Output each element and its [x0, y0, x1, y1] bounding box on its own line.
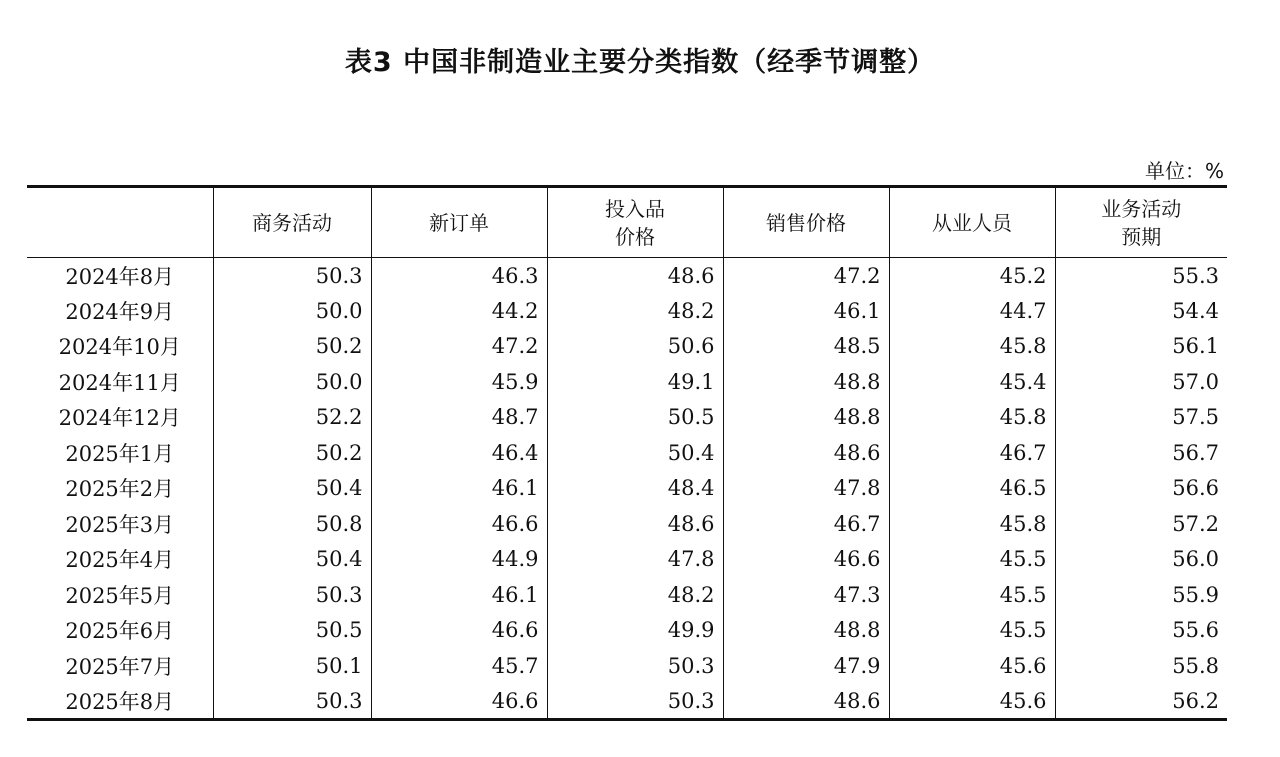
table-row: [27, 258, 1227, 294]
header-line: 投入品: [605, 196, 665, 221]
input-prices-cell: 49.1: [547, 364, 723, 400]
input-prices-cell: 48.4: [547, 471, 723, 507]
row-month-cell: 2025年7月: [65, 654, 175, 679]
input-prices-cell: 49.9: [547, 613, 723, 649]
sales-prices-cell: 48.8: [723, 613, 889, 649]
table-row: [27, 506, 1227, 542]
unit-label: 单位：%: [1144, 159, 1224, 183]
business-activity-cell: 50.4: [213, 542, 371, 578]
table-row: [27, 684, 1227, 720]
employment-cell: 46.7: [889, 435, 1055, 471]
table-row: [27, 648, 1227, 684]
business-expectations-cell: 56.1: [1055, 329, 1227, 365]
table-row: [27, 400, 1227, 436]
business-expectations-cell: 57.2: [1055, 506, 1227, 542]
input-prices-cell: 50.3: [547, 684, 723, 720]
business-expectations-cell: 56.0: [1055, 542, 1227, 578]
employment-cell: 45.5: [889, 542, 1055, 578]
sales-prices-cell: 48.5: [723, 329, 889, 365]
employment-cell: 45.5: [889, 613, 1055, 649]
sales-prices-cell: 47.3: [723, 577, 889, 613]
new-orders-cell: 48.7: [371, 400, 547, 436]
row-month-cell: 2025年8月: [65, 689, 175, 714]
input-prices-cell: 48.6: [547, 506, 723, 542]
sales-prices-cell: 48.8: [723, 364, 889, 400]
sales-prices-cell: 46.1: [723, 293, 889, 329]
business-expectations-cell: 54.4: [1055, 293, 1227, 329]
new-orders-cell: 45.9: [371, 364, 547, 400]
header-line: 销售价格: [766, 210, 846, 235]
business-activity-cell: 52.2: [213, 400, 371, 436]
business-activity-cell: 50.3: [213, 258, 371, 294]
sales-prices-cell: 46.7: [723, 506, 889, 542]
header-line: 从业人员: [932, 210, 1012, 235]
header-row: [27, 187, 1227, 258]
business-activity-cell: 50.8: [213, 506, 371, 542]
header-sales-prices: [723, 187, 889, 258]
input-prices-cell: 50.6: [547, 329, 723, 365]
employment-cell: 46.5: [889, 471, 1055, 507]
business-activity-cell: 50.3: [213, 577, 371, 613]
index-table: [27, 185, 1227, 721]
header-corner: [27, 187, 213, 258]
header-line: 业务活动: [1101, 196, 1182, 221]
business-activity-cell: 50.4: [213, 471, 371, 507]
business-activity-cell: 50.2: [213, 329, 371, 365]
header-line: 价格: [615, 224, 655, 249]
employment-cell: 45.8: [889, 506, 1055, 542]
table-row: [27, 542, 1227, 578]
header-line: 预期: [1121, 224, 1162, 249]
new-orders-cell: 46.1: [371, 471, 547, 507]
row-month-cell: 2025年6月: [65, 619, 175, 644]
business-activity-cell: 50.2: [213, 435, 371, 471]
input-prices-cell: 50.4: [547, 435, 723, 471]
table-body: [27, 258, 1227, 720]
employment-cell: 45.6: [889, 648, 1055, 684]
row-month-cell: 2024年9月: [65, 299, 175, 324]
sales-prices-cell: 48.6: [723, 684, 889, 720]
row-month-cell: 2024年12月: [58, 406, 181, 431]
business-expectations-cell: 56.7: [1055, 435, 1227, 471]
input-prices-cell: 50.5: [547, 400, 723, 436]
input-prices-cell: 50.3: [547, 648, 723, 684]
business-expectations-cell: 56.6: [1055, 471, 1227, 507]
sales-prices-cell: 48.6: [723, 435, 889, 471]
new-orders-cell: 46.1: [371, 577, 547, 613]
header-employment: [889, 187, 1055, 258]
business-expectations-cell: 55.3: [1055, 258, 1227, 294]
header-business-activity: [213, 187, 371, 258]
business-expectations-cell: 55.9: [1055, 577, 1227, 613]
table-header: [27, 187, 1227, 258]
business-activity-cell: 50.1: [213, 648, 371, 684]
sales-prices-cell: 47.8: [723, 471, 889, 507]
business-expectations-cell: 55.6: [1055, 613, 1227, 649]
new-orders-cell: 47.2: [371, 329, 547, 365]
table-row: [27, 329, 1227, 365]
employment-cell: 45.6: [889, 684, 1055, 720]
business-activity-cell: 50.0: [213, 293, 371, 329]
row-month-cell: 2024年8月: [65, 264, 175, 289]
business-activity-cell: 50.3: [213, 684, 371, 720]
header-line: 新订单: [429, 210, 489, 235]
business-expectations-cell: 55.8: [1055, 648, 1227, 684]
sales-prices-cell: 47.2: [723, 258, 889, 294]
table-row: [27, 577, 1227, 613]
header-business-expectations: [1055, 187, 1227, 258]
sales-prices-cell: 48.8: [723, 400, 889, 436]
header-new-orders: [371, 187, 547, 258]
employment-cell: 44.7: [889, 293, 1055, 329]
input-prices-cell: 48.6: [547, 258, 723, 294]
header-input-prices: [547, 187, 723, 258]
business-activity-cell: 50.0: [213, 364, 371, 400]
table-row: [27, 471, 1227, 507]
table-row: [27, 364, 1227, 400]
header-line: 商务活动: [252, 210, 332, 235]
table-row: [27, 435, 1227, 471]
table-row: [27, 293, 1227, 329]
input-prices-cell: 48.2: [547, 577, 723, 613]
new-orders-cell: 45.7: [371, 648, 547, 684]
row-month-cell: 2025年1月: [65, 441, 175, 466]
row-month-cell: 2025年2月: [65, 477, 175, 502]
input-prices-cell: 48.2: [547, 293, 723, 329]
employment-cell: 45.2: [889, 258, 1055, 294]
new-orders-cell: 44.9: [371, 542, 547, 578]
row-month-cell: 2025年3月: [65, 512, 175, 537]
new-orders-cell: 46.6: [371, 684, 547, 720]
business-expectations-cell: 56.2: [1055, 684, 1227, 720]
new-orders-cell: 44.2: [371, 293, 547, 329]
business-expectations-cell: 57.0: [1055, 364, 1227, 400]
new-orders-cell: 46.6: [371, 506, 547, 542]
new-orders-cell: 46.6: [371, 613, 547, 649]
employment-cell: 45.8: [889, 400, 1055, 436]
table-title: 表3 中国非制造业主要分类指数（经季节调整）: [344, 47, 936, 78]
business-activity-cell: 50.5: [213, 613, 371, 649]
new-orders-cell: 46.4: [371, 435, 547, 471]
business-expectations-cell: 57.5: [1055, 400, 1227, 436]
table-row: [27, 613, 1227, 649]
employment-cell: 45.4: [889, 364, 1055, 400]
employment-cell: 45.8: [889, 329, 1055, 365]
row-month-cell: 2025年5月: [65, 583, 175, 608]
employment-cell: 45.5: [889, 577, 1055, 613]
input-prices-cell: 47.8: [547, 542, 723, 578]
row-month-cell: 2024年11月: [58, 370, 181, 395]
sales-prices-cell: 46.6: [723, 542, 889, 578]
row-month-cell: 2024年10月: [58, 335, 181, 360]
sales-prices-cell: 47.9: [723, 648, 889, 684]
row-month-cell: 2025年4月: [65, 548, 175, 573]
new-orders-cell: 46.3: [371, 258, 547, 294]
